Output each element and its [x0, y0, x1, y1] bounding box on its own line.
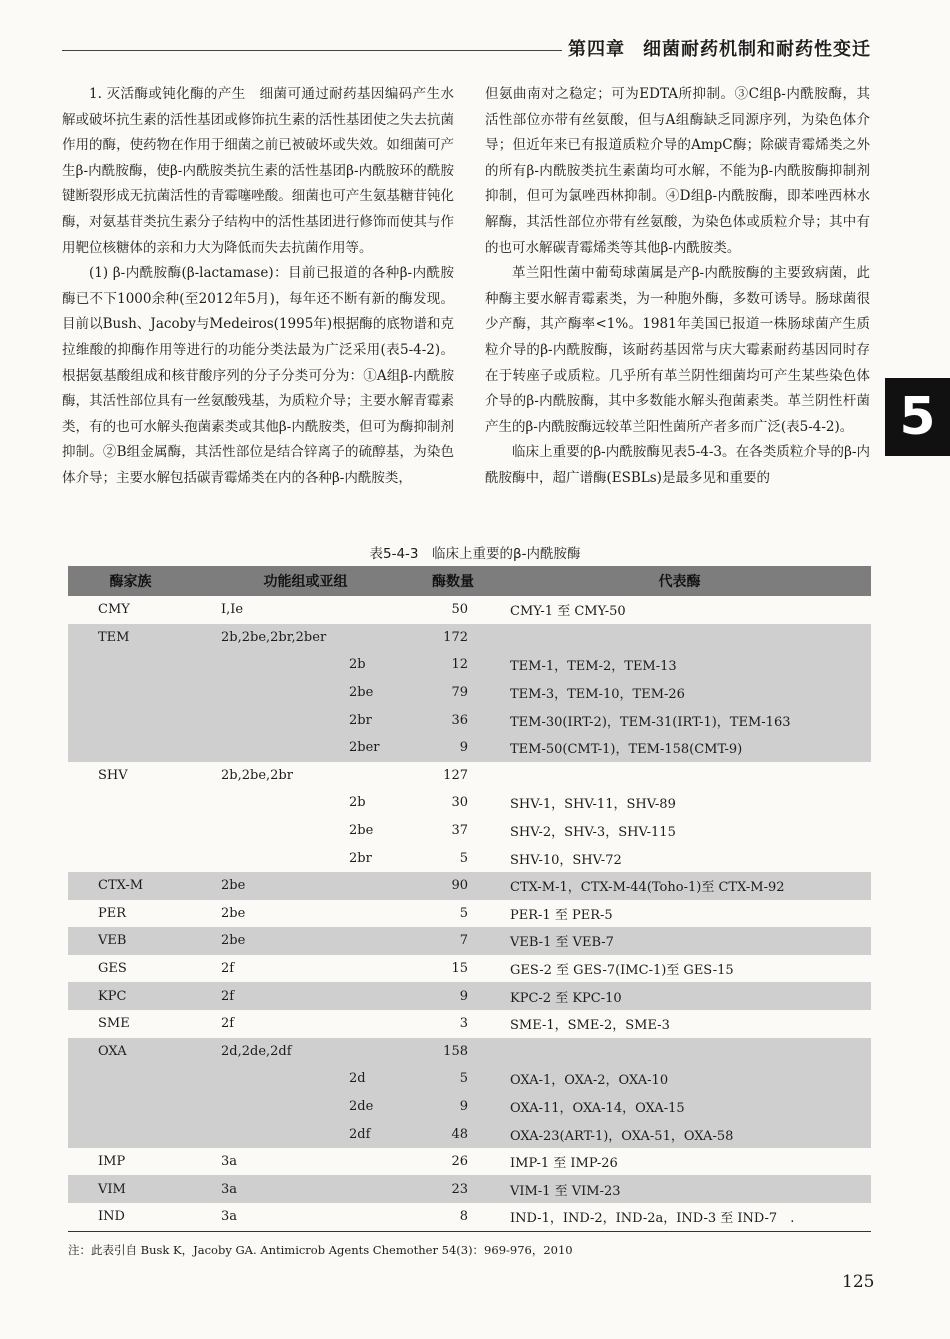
enzyme-count-cell: 50: [451, 602, 468, 618]
header-cell: 酶数量: [432, 574, 474, 590]
enzyme-count-cell: 127: [443, 767, 468, 783]
header-rule: [62, 50, 562, 51]
enzyme-count-cell: 15: [451, 961, 468, 977]
table-row: [68, 762, 871, 790]
representative-enzymes-cell: SME-1，SME-2，SME-3: [510, 1018, 670, 1034]
header-cell: 酶家族: [109, 574, 152, 590]
representative-enzymes-cell: VIM-1 至 VIM-23: [510, 1183, 621, 1199]
header-cell: 功能组或亚组: [263, 574, 348, 590]
representative-enzymes-cell: OXA-23(ART-1)，OXA-51，OXA-58: [510, 1128, 734, 1144]
enzyme-count-cell: 8: [459, 1209, 468, 1225]
functional-group-cell: I,Ie: [221, 602, 244, 618]
representative-enzymes-cell: TEM-1，TEM-2，TEM-13: [510, 659, 677, 675]
table-row: [68, 872, 871, 900]
enzyme-count-cell: 5: [459, 1071, 468, 1087]
functional-group-cell: 2df: [349, 1126, 371, 1142]
table-row: [68, 789, 871, 817]
functional-group-cell: 2be: [349, 823, 374, 839]
functional-group-cell: 2b: [349, 795, 366, 811]
enzyme-count-cell: 26: [451, 1154, 468, 1170]
running-header: [568, 35, 871, 61]
representative-enzymes-cell: TEM-3，TEM-10，TEM-26: [510, 687, 685, 703]
table-row: [68, 651, 871, 679]
representative-enzymes-cell: PER-1 至 PER-5: [510, 907, 613, 923]
enzyme-count-cell: 7: [459, 933, 468, 949]
enzyme-family-cell: VIM: [98, 1181, 126, 1197]
table-body: [68, 596, 871, 1231]
table-row: [68, 1175, 871, 1203]
table-row: [68, 955, 871, 983]
enzyme-family-cell: GES: [98, 961, 127, 977]
enzyme-family-cell: SME: [98, 1016, 130, 1032]
enzyme-count-cell: 79: [451, 685, 468, 701]
enzyme-count-cell: 158: [443, 1043, 468, 1059]
table-row: [68, 844, 871, 872]
table-row: [68, 734, 871, 762]
enzyme-family-cell: IMP: [98, 1154, 126, 1170]
enzyme-count-cell: 36: [451, 712, 468, 728]
enzyme-count-cell: 5: [459, 850, 468, 866]
table-row: [68, 624, 871, 652]
enzyme-family-cell: TEM: [98, 629, 130, 645]
representative-enzymes-cell: OXA-11，OXA-14，OXA-15: [510, 1100, 685, 1116]
enzyme-count-cell: 23: [451, 1181, 468, 1197]
paragraph: 1. 灭活酶或钝化酶的产生 细菌可通过耐药基因编码产生水解或破坏抗生素的活性基团或修饰抗生素的活性基团使之失去抗菌作用的酶，使药物在作用于细菌之前已被破坏或失效。如细菌可产生β-内酰胺酶，使β-内酰胺类抗生素的活性基团β-内酰胺环的酰胺键断裂形成无抗菌活性的青霉噻唑酸。细菌也可产生氨基糖苷钝化酶，对氨基苷类抗生素分子结构中的活性基团进行修饰而使其与作用靶位核糖体的亲和力大为降低而失去抗菌作用等。: [62, 86, 454, 256]
paragraph: 临床上重要的β-内酰胺酶见表5-4-3。在各类质粒介导的β-内酰胺酶中，超广谱酶(ESBLs)是最多见和重要的: [485, 444, 870, 486]
representative-enzymes-cell: TEM-50(CMT-1)，TEM-158(CMT-9): [510, 742, 743, 758]
functional-group-cell: 2b,2be,2br,2ber: [221, 629, 327, 645]
left-column: [62, 82, 454, 492]
representative-enzymes-cell: OXA-1，OXA-2，OXA-10: [510, 1073, 669, 1089]
table-row: [68, 1010, 871, 1038]
enzyme-count-cell: 9: [459, 988, 468, 1004]
enzyme-count-cell: 90: [451, 878, 468, 894]
table-row: [68, 1203, 871, 1231]
chapter-tab: 5: [885, 378, 950, 456]
representative-enzymes-cell: CMY-1 至 CMY-50: [510, 604, 626, 620]
functional-group-cell: 3a: [221, 1181, 238, 1197]
table-caption: 表5-4-3 临床上重要的β-内酰胺酶: [369, 546, 581, 562]
table-row: [68, 706, 871, 734]
functional-group-cell: 2d,2de,2df: [221, 1043, 292, 1059]
functional-group-cell: 2ber: [349, 740, 380, 756]
functional-group-cell: 2be: [221, 905, 246, 921]
enzyme-family-cell: OXA: [98, 1043, 127, 1059]
functional-group-cell: 2br: [349, 850, 372, 866]
beta-lactamase-table: [68, 566, 871, 1232]
enzyme-family-cell: IND: [98, 1209, 125, 1225]
enzyme-family-cell: KPC: [98, 988, 127, 1004]
enzyme-family-cell: PER: [98, 905, 127, 921]
table-row: [68, 1120, 871, 1148]
representative-enzymes-cell: KPC-2 至 KPC-10: [510, 990, 622, 1006]
table-row: [68, 1038, 871, 1066]
enzyme-count-cell: 37: [451, 823, 468, 839]
enzyme-count-cell: 172: [443, 629, 468, 645]
representative-enzymes-cell: CTX-M-1，CTX-M-44(Toho-1)至 CTX-M-92: [510, 880, 785, 896]
representative-enzymes-cell: GES-2 至 GES-7(IMC-1)至 GES-15: [510, 963, 734, 979]
table-row: [68, 982, 871, 1010]
functional-group-cell: 2be: [221, 878, 246, 894]
table-row: [68, 927, 871, 955]
functional-group-cell: 2f: [221, 1016, 235, 1032]
functional-group-cell: 2b: [349, 657, 366, 673]
functional-group-cell: 2de: [349, 1098, 374, 1114]
functional-group-cell: 2be: [349, 685, 374, 701]
functional-group-cell: 2be: [221, 933, 246, 949]
paragraph: 革兰阳性菌中葡萄球菌属是产β-内酰胺酶的主要致病菌，此种酶主要水解青霉素类，为一种胞外酶，多数可诱导。肠球菌很少产酶，其产酶率<1%。1981年美国已报道一株肠球菌产生质粒介导的β-内酰胺酶，该耐药基因常与庆大霉素耐药基因同时存在于转座子或质粒。几乎所有革兰阴性细菌均可产生某些染色体介导的β-内酰胺酶，其中多数能水解头孢菌素类。革兰阴性杆菌产生的β-内酰胺酶远较革兰阳性菌所产者多而广泛(表5-4-2)。: [485, 265, 870, 435]
table-header-row: [68, 566, 871, 596]
enzyme-count-cell: 9: [459, 1098, 468, 1114]
table-row: [68, 679, 871, 707]
table-row: [68, 900, 871, 928]
chapter-label: 第四章: [568, 39, 625, 60]
functional-group-cell: 2d: [349, 1071, 366, 1087]
enzyme-count-cell: 48: [451, 1126, 468, 1142]
representative-enzymes-cell: SHV-2，SHV-3，SHV-115: [510, 825, 676, 841]
enzyme-count-cell: 3: [459, 1016, 468, 1032]
enzyme-count-cell: 12: [451, 657, 468, 673]
enzyme-family-cell: SHV: [98, 767, 128, 783]
table-row: [68, 817, 871, 845]
functional-group-cell: 3a: [221, 1209, 238, 1225]
functional-group-cell: 2f: [221, 961, 235, 977]
enzyme-count-cell: 9: [459, 740, 468, 756]
representative-enzymes-cell: SHV-1，SHV-11，SHV-89: [510, 797, 676, 813]
enzyme-family-cell: VEB: [98, 933, 127, 949]
functional-group-cell: 3a: [221, 1154, 238, 1170]
functional-group-cell: 2b,2be,2br: [221, 767, 293, 783]
functional-group-cell: 2f: [221, 988, 235, 1004]
table-row: [68, 1148, 871, 1176]
enzyme-family-cell: CTX-M: [98, 878, 144, 894]
table-row: [68, 1093, 871, 1121]
enzyme-count-cell: 30: [451, 795, 468, 811]
paragraph: 但氨曲南对之稳定；可为EDTA所抑制。③C组β-内酰胺酶，其活性部位亦带有丝氨酸，但与A组酶缺乏同源序列，为染色体介导；但近年来已有报道质粒介导的AmpC酶；除碳青霉烯类之外的所有β-内酰胺类抗生素菌均可水解，不能为β-内酰胺酶抑制剂抑制，但可为氯唑西林抑制。④D组β-内酰胺酶，即苯唑西林水解酶，其活性部位亦带有丝氨酸，为染色体或质粒介导；其中有的也可水解碳青霉烯类等其他β-内酰胺类。: [485, 86, 870, 256]
chapter-title: 细菌耐药机制和耐药性变迁: [643, 39, 871, 60]
functional-group-cell: 2br: [349, 712, 372, 728]
representative-enzymes-cell: VEB-1 至 VEB-7: [510, 935, 614, 951]
representative-enzymes-cell: IND-1，IND-2，IND-2a，IND-3 至 IND-7 .: [510, 1211, 795, 1227]
representative-enzymes-cell: TEM-30(IRT-2)，TEM-31(IRT-1)，TEM-163: [510, 714, 791, 730]
representative-enzymes-cell: SHV-10，SHV-72: [510, 852, 622, 868]
table-row: [68, 1065, 871, 1093]
enzyme-family-cell: CMY: [98, 602, 130, 618]
header-cell: 代表酶: [658, 574, 701, 590]
page-number: 125: [842, 1272, 875, 1292]
right-column: [485, 82, 870, 492]
enzyme-count-cell: 5: [459, 905, 468, 921]
table-row: [68, 596, 871, 624]
paragraph: (1) β-内酰胺酶(β-lactamase)：目前已报道的各种β-内酰胺酶已不下1000余种(至2012年5月)，每年还不断有新的酶发现。目前以Bush、Jacoby与Medeiros(1995年)根据酶的底物谱和克拉维酸的抑酶作用等进行的功能分类法最为广泛采用(表5-4-2)。根据氨基酸组成和核苷酸序列的分子分类可分为：①A组β-内酰胺酶，其活性部位具有一丝氨酸残基，为质粒介导；主要水解青霉素类，有的也可水解头孢菌素类或其他β-内酰胺类，但可为酶抑制剂抑制。②B组金属酶，其活性部位是结合锌离子的硫醇基，为染色体介导；主要水解包括碳青霉烯类在内的各种β-内酰胺类，: [62, 265, 454, 486]
table-bottom-rule: [68, 1231, 871, 1232]
table-note: 注：此表引自 Busk K，Jacoby GA. Antimicrob Agents Chemother 54(3)：969-976，2010: [68, 1243, 573, 1257]
representative-enzymes-cell: IMP-1 至 IMP-26: [510, 1156, 618, 1172]
